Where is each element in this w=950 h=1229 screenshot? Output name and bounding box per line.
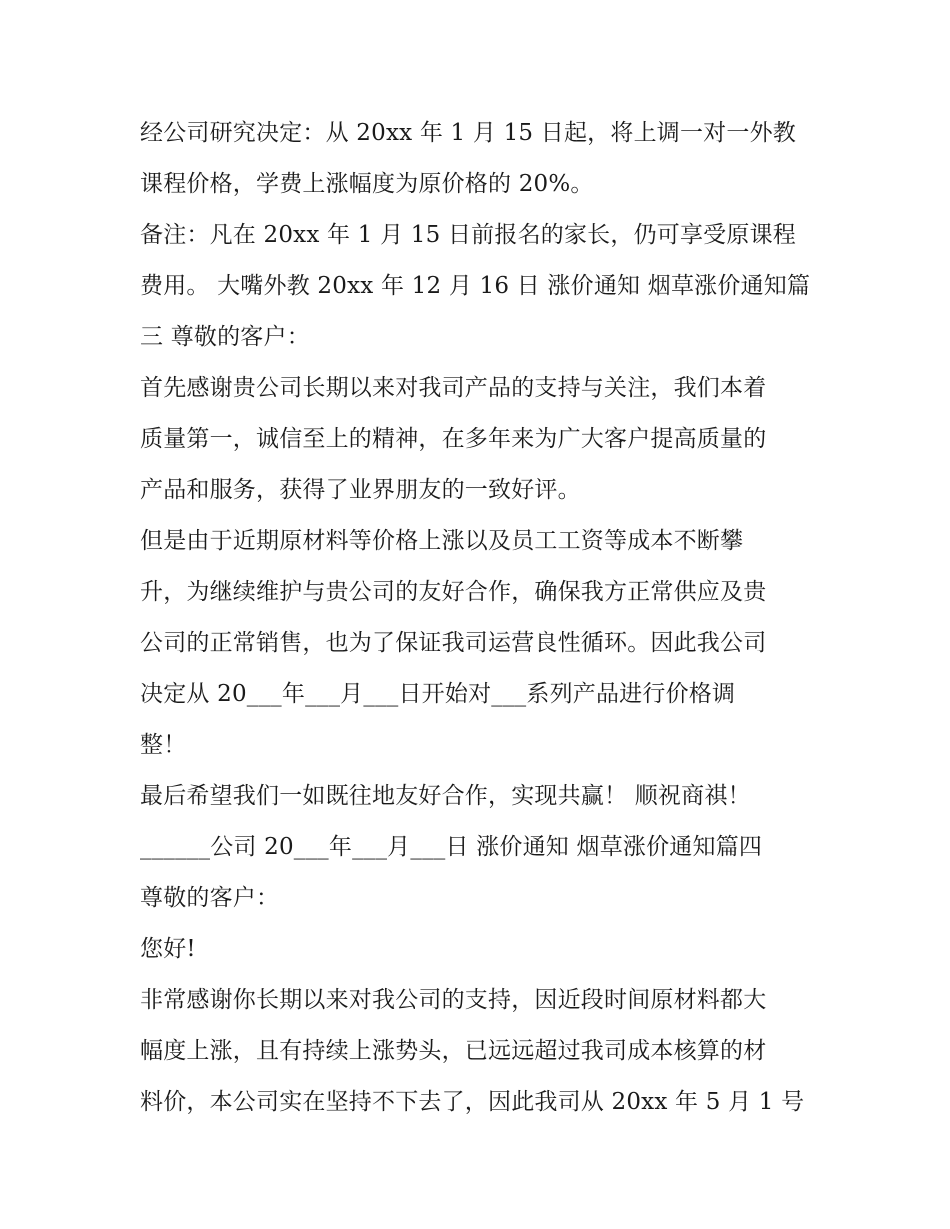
text-line: 升，为继续维护与贵公司的友好合作，确保我方正常供应及贵 <box>140 579 767 605</box>
text-line: 首先感谢贵公司长期以来对我司产品的支持与关注，我们本着 <box>140 375 767 401</box>
text-line: 备注：凡在 20xx 年 1 月 15 日前报名的家长，仍可享受原课程 <box>140 222 796 248</box>
text-line: 整！ <box>140 732 187 758</box>
text-line: ______公司 20___年___月___日 涨价通知 烟草涨价通知篇四 <box>140 834 763 860</box>
text-line: 但是由于近期原材料等价格上涨以及员工工资等成本不断攀 <box>140 528 744 554</box>
text-line: 公司的正常销售，也为了保证我司运营良性循环。因此我公司 <box>140 630 767 656</box>
text-line: 料价，本公司实在坚持不下去了，因此我司从 20xx 年 5 月 1 号 <box>140 1089 805 1115</box>
text-line: 经公司研究决定：从 20xx 年 1 月 15 日起，将上调一对一外教 <box>140 120 796 146</box>
text-line: 课程价格，学费上涨幅度为原价格的 20%。 <box>140 171 594 197</box>
text-line: 尊敬的客户： <box>140 885 280 911</box>
text-line: 非常感谢你长期以来对我公司的支持，因近段时间原材料都大 <box>140 987 767 1013</box>
text-line: 您好! <box>140 936 196 962</box>
text-line: 决定从 20___年___月___日开始对___系列产品进行价格调 <box>140 681 736 707</box>
text-line: 三 尊敬的客户： <box>140 324 310 350</box>
text-line: 最后希望我们一如既往地友好合作，实现共赢！ 顺祝商祺！ <box>140 783 751 809</box>
text-line: 幅度上涨，且有持续上涨势头，已远远超过我司成本核算的材 <box>140 1038 767 1064</box>
document-body <box>140 108 820 1128</box>
text-line: 费用。 大嘴外教 20xx 年 12 月 16 日 涨价通知 烟草涨价通知篇 <box>140 273 811 299</box>
text-line: 产品和服务，获得了业界朋友的一致好评。 <box>140 477 581 503</box>
text-line: 质量第一，诚信至上的精神，在多年来为广大客户提高质量的 <box>140 426 767 452</box>
